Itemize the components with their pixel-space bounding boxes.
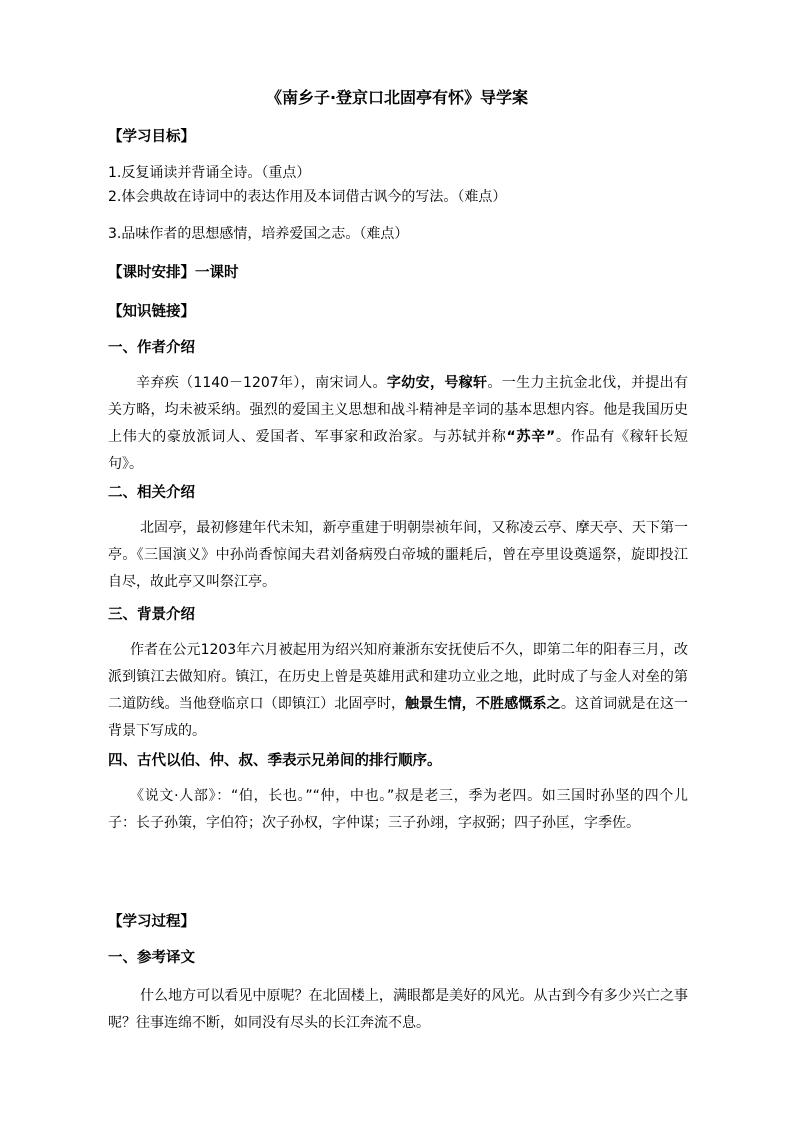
objectives-list bbox=[108, 161, 688, 209]
document-title: 《南乡子·登京口北固亭有怀》导学案 bbox=[265, 88, 529, 107]
ranking-heading-text: 四、古代以伯、仲、叔、季表示兄弟间的排行顺序。 bbox=[108, 753, 442, 769]
process-heading bbox=[108, 911, 688, 933]
translation-heading-text: 一、参考译文 bbox=[108, 950, 195, 966]
background-text-1: 作者在公元1203年六月被起用为绍兴知府兼浙东安抚使后不久，即第二年的阳春三月，改派到镇江去做知府。镇江，在历史上曾是英雄用武和建功立业之地，此时成了与金人对垒的第二道防线。当他登临京口（即镇江）北固亭时， bbox=[108, 642, 688, 712]
objective-item-1: 1.反复诵读并背诵全诗。（重点） bbox=[108, 165, 311, 181]
schedule-heading: 【课时安排】 bbox=[108, 265, 195, 281]
author-text-2: 。一生力主抗金北伐，并提出有关方略，均未被采纳。强烈的爱国主义思想和战斗精神是辛词的基本思想内容。他是我国历史上伟大的豪放派词人、爱国者、军事家和政治家。与苏轼并称 bbox=[108, 375, 689, 445]
author-text-3: 。作品有《稼轩长短句》。 bbox=[108, 429, 689, 472]
schedule-value: 一课时 bbox=[195, 265, 239, 281]
author-text-1: 辛弃疾（1140－1207年），南宋词人。 bbox=[136, 375, 387, 391]
background-heading-text: 三、背景介绍 bbox=[108, 607, 195, 623]
objective-item-2: 2.体会典故在诗词中的表达作用及本词借古讽今的写法。（难点） bbox=[108, 189, 507, 205]
process-heading-text: 【学习过程】 bbox=[108, 914, 195, 930]
translation-paragraph bbox=[108, 983, 688, 1037]
author-courtesy-name: 字幼安，号稼轩 bbox=[386, 375, 488, 391]
background-text-2: 。这首词就是在这一背景下写成的。 bbox=[108, 696, 689, 739]
author-paragraph bbox=[108, 370, 688, 478]
objectives-heading-text: 【学习目标】 bbox=[108, 129, 195, 145]
related-heading-text: 二、相关介绍 bbox=[108, 485, 195, 501]
background-emphasis: 触景生情，不胜感慨系之 bbox=[405, 696, 561, 712]
translation-section-heading bbox=[108, 947, 688, 969]
author-section-heading bbox=[108, 337, 688, 359]
ranking-paragraph bbox=[108, 783, 688, 837]
objective-item-3-wrap bbox=[108, 222, 688, 246]
schedule-line bbox=[108, 262, 688, 284]
translation-text: 什么地方可以看见中原呢？在北固楼上，满眼都是美好的风光。从古到今有多少兴亡之事呢？往事连绵不断，如同没有尽头的长江奔流不息。 bbox=[108, 988, 688, 1031]
objective-item-3: 3.品味作者的思想感情，培养爱国之志。（难点） bbox=[108, 226, 409, 242]
author-heading-text: 一、作者介绍 bbox=[108, 340, 195, 356]
ranking-section-heading bbox=[108, 750, 688, 772]
knowledge-heading bbox=[108, 301, 688, 323]
related-text: 北固亭，最初修建年代未知，新亭重建于明朝崇祯年间，又称凌云亭、摩天亭、天下第一亭。《三国演义》中孙尚香惊闻夫君刘备病殁白帝城的噩耗后，曾在亭里设奠遥祭，旋即投江自尽，故此亭又叫祭江亭。 bbox=[108, 520, 688, 590]
background-section-heading bbox=[108, 604, 688, 626]
knowledge-heading-text: 【知识链接】 bbox=[108, 304, 195, 320]
background-paragraph bbox=[108, 637, 688, 745]
author-su-xin: “苏辛” bbox=[506, 429, 556, 445]
ranking-text: 《说文·人部》：“伯，长也。”“仲，中也。”叔是老三，季为老四。如三国时孙坚的四个儿子：长子孙策，字伯符；次子孙权，字仲谋；三子孙翊，字叔弼；四子孙匡，字季佐。 bbox=[108, 788, 688, 831]
related-section-heading bbox=[108, 482, 688, 504]
objectives-heading bbox=[108, 126, 688, 148]
related-paragraph bbox=[108, 515, 688, 596]
